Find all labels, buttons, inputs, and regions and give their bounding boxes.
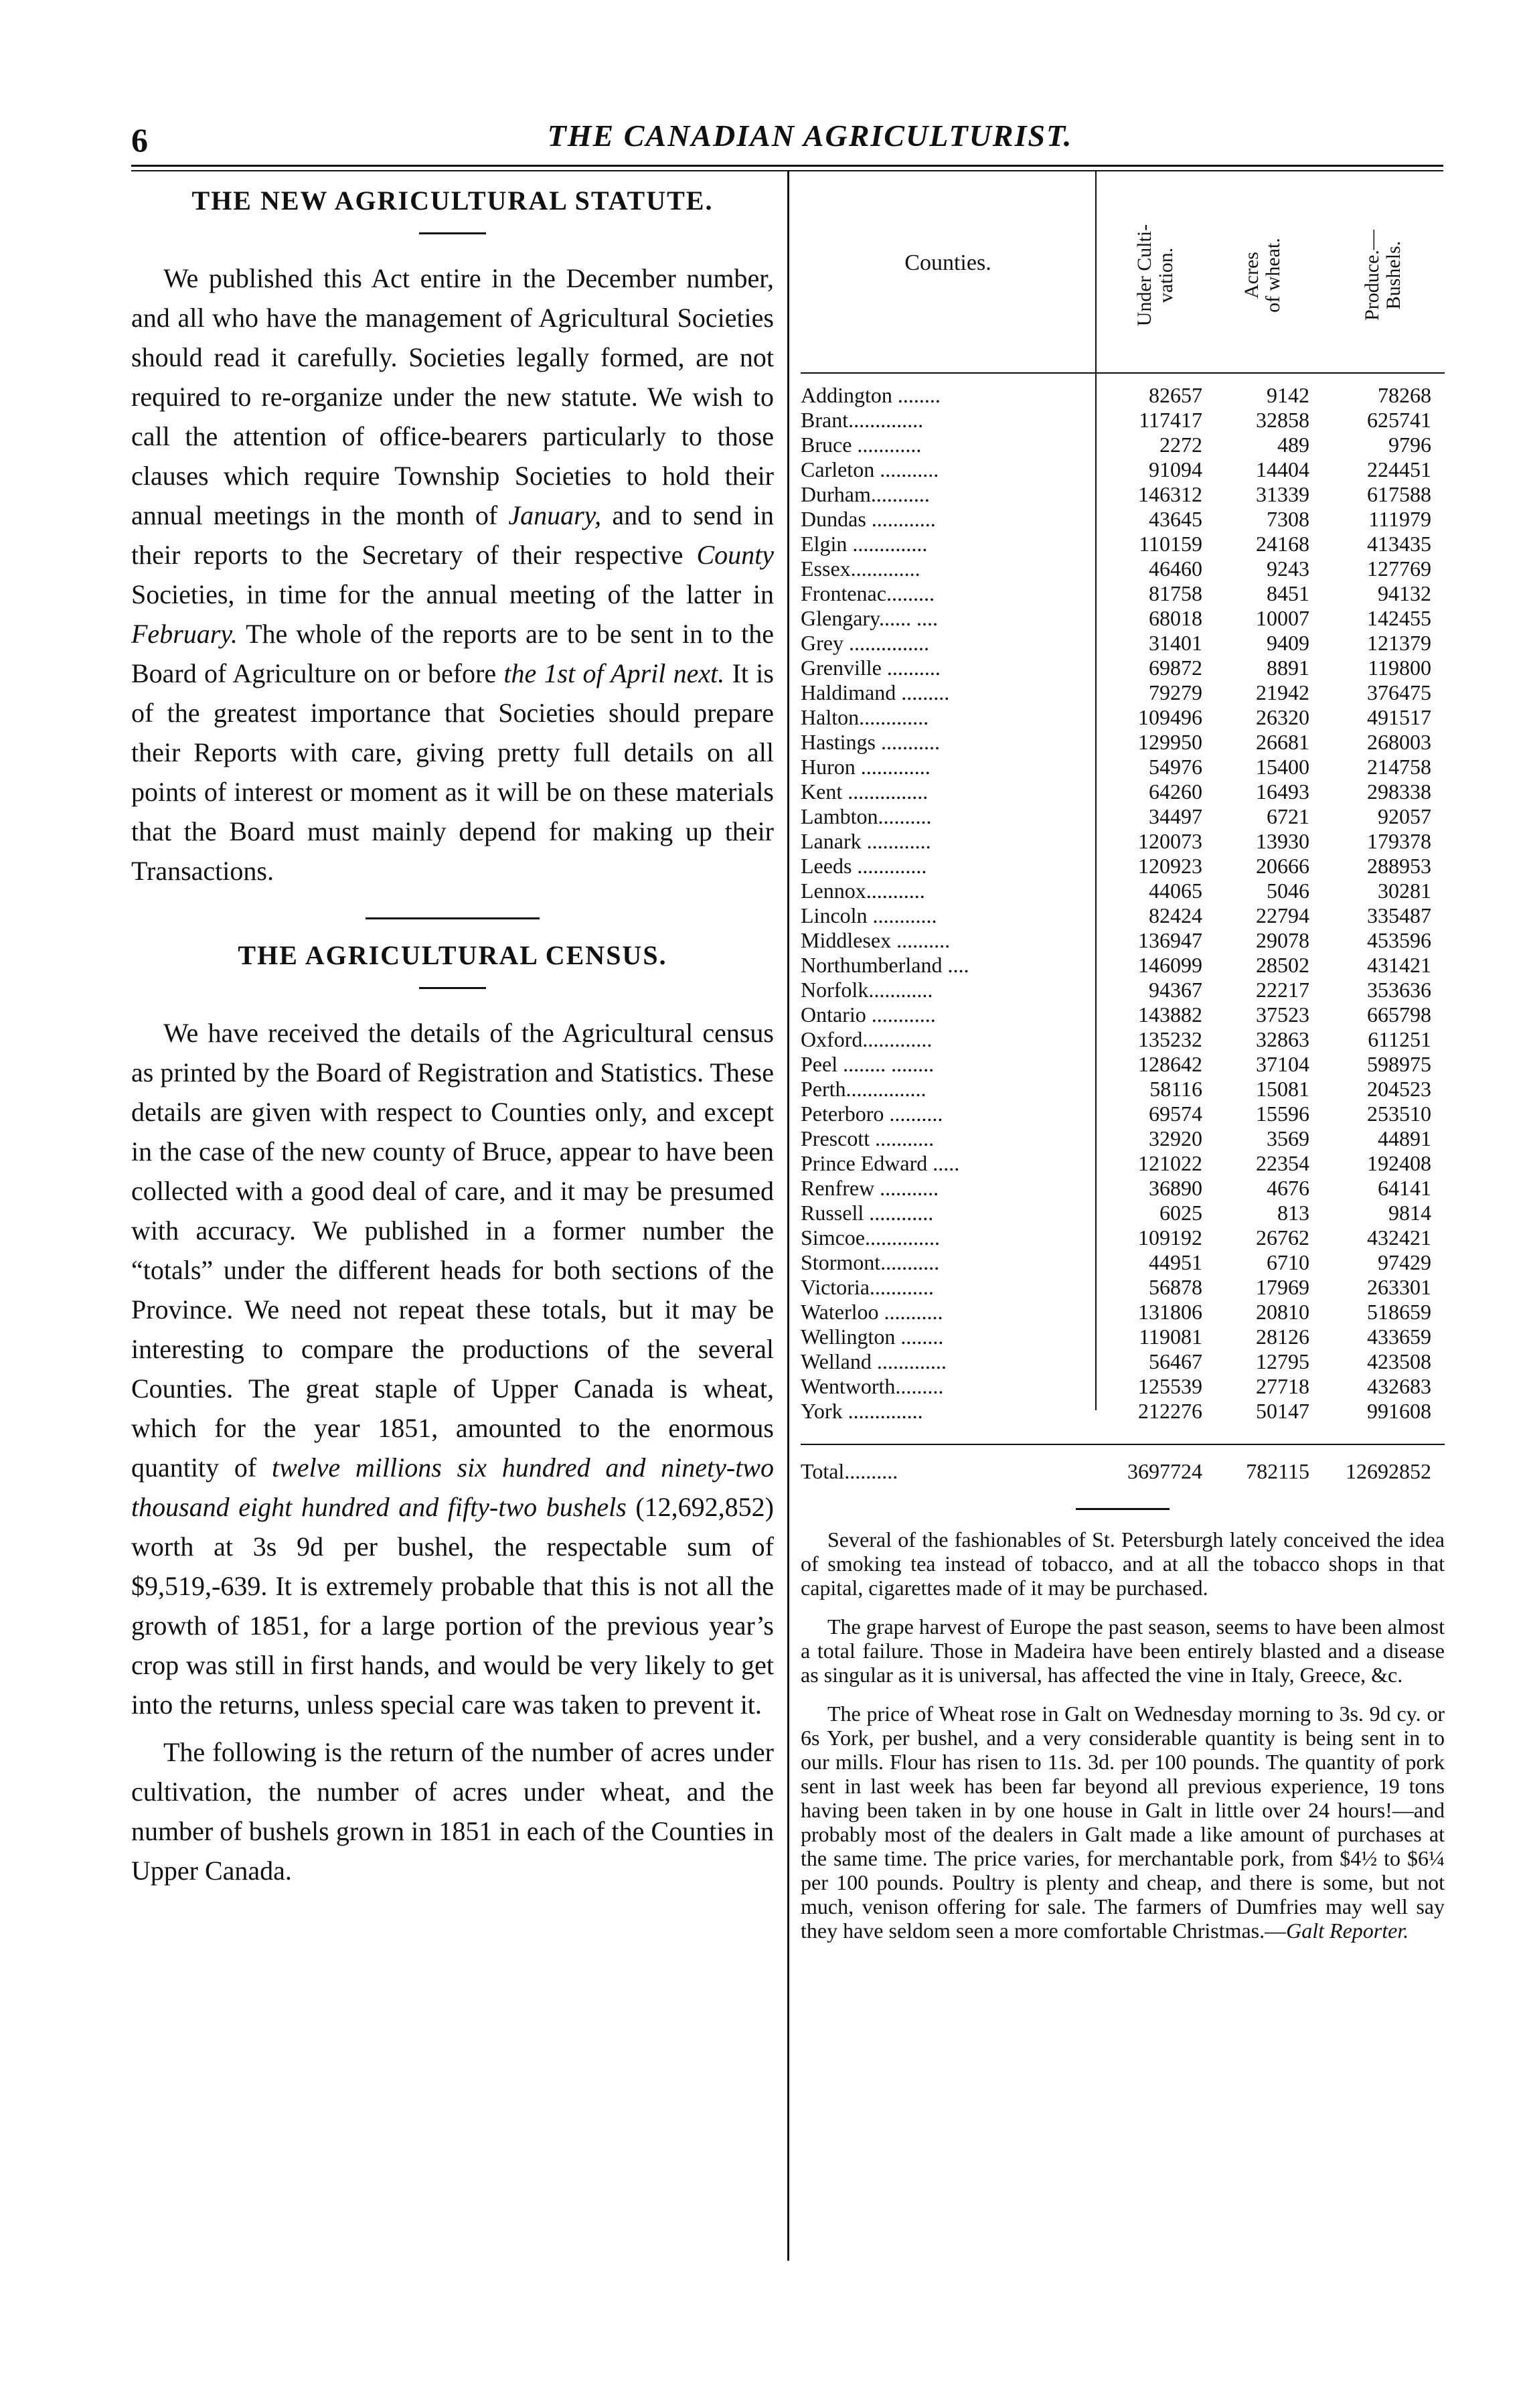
- note-wheat-price: [801, 1702, 1445, 1943]
- table-row: [801, 854, 1445, 879]
- total-wheat: 782115: [1246, 1458, 1309, 1483]
- produce-value: 224451: [1367, 457, 1431, 481]
- produce-value: 263301: [1367, 1275, 1431, 1299]
- cultivation-value: 110159: [1139, 532, 1202, 556]
- table-row: [801, 1077, 1445, 1102]
- cultivation-value: 125539: [1138, 1374, 1202, 1398]
- table-row: [801, 978, 1445, 1002]
- wheat-value: 4676: [1267, 1176, 1309, 1200]
- table-row: [801, 1250, 1445, 1275]
- produce-value: 127769: [1367, 556, 1431, 581]
- produce-value: 625741: [1367, 408, 1431, 432]
- cultivation-value: 135232: [1138, 1027, 1202, 1051]
- cultivation-value: 129950: [1138, 730, 1202, 754]
- wheat-value: 5046: [1267, 879, 1309, 903]
- cultivation-value: 2272: [1159, 433, 1202, 457]
- wheat-value: 10007: [1256, 606, 1309, 630]
- wheat-value: 27718: [1256, 1374, 1309, 1398]
- wheat-value: 26320: [1256, 705, 1309, 729]
- table-row: [801, 705, 1445, 730]
- county-name: Haldimand .........: [801, 680, 950, 704]
- table-header: [801, 171, 1445, 374]
- header-rule: [131, 165, 1443, 167]
- produce-value: 9814: [1388, 1201, 1431, 1225]
- county-name: Brant..............: [801, 408, 924, 432]
- county-name: Welland .............: [801, 1349, 947, 1373]
- census-text-bushels: twelve millions six hundred and ninety-two thousand eight hundred and fifty-two bushels: [131, 1452, 774, 1522]
- col-header-wheat: [1229, 185, 1296, 366]
- total-label: Total..........: [801, 1458, 898, 1483]
- produce-value: 30281: [1378, 879, 1431, 903]
- wheat-value: 26762: [1256, 1225, 1309, 1250]
- county-name: Elgin ..............: [801, 532, 928, 556]
- wheat-value: 15081: [1256, 1077, 1309, 1101]
- produce-value: 111979: [1368, 507, 1431, 531]
- produce-value: 92057: [1378, 804, 1431, 828]
- total-cultivation: 3697724: [1127, 1458, 1202, 1483]
- note-petersburgh: Several of the fashionables of St. Petersburgh lately conceived the idea of smoking tea instead of tobacco, and at all the tobacco shops in that capital, cigarettes made of it may be purchased.: [801, 1527, 1445, 1600]
- county-name: Norfolk............: [801, 978, 933, 1002]
- produce-value: 491517: [1367, 705, 1431, 729]
- produce-value: 268003: [1367, 730, 1431, 754]
- wheat-value: 50147: [1256, 1399, 1309, 1423]
- cultivation-value: 44951: [1149, 1250, 1202, 1274]
- census-title-rule: [419, 987, 486, 989]
- wheat-value: 22217: [1256, 978, 1309, 1002]
- cultivation-value: 82657: [1149, 383, 1202, 407]
- column-divider: [787, 171, 789, 2261]
- county-name: Renfrew ...........: [801, 1176, 939, 1200]
- table-row: [801, 1176, 1445, 1201]
- produce-value: 119800: [1368, 656, 1431, 680]
- cultivation-value: 109496: [1138, 705, 1202, 729]
- wheat-value: 6710: [1267, 1250, 1309, 1274]
- cultivation-value: 68018: [1149, 606, 1202, 630]
- total-produce: 12692852: [1346, 1458, 1431, 1483]
- statute-text-5: It is of the greatest importance that Societies should prepare their Reports with care, giving pretty full details on all points of interest or moment as it will be on these materials that the Board must mainly depend for making up their Transactions.: [131, 658, 774, 886]
- wheat-value: 37104: [1256, 1052, 1309, 1076]
- wheat-value: 489: [1277, 433, 1309, 457]
- produce-value: 214758: [1367, 755, 1431, 779]
- statute-text-february: February.: [131, 619, 238, 649]
- wheat-value: 16493: [1256, 779, 1309, 804]
- cultivation-value: 44065: [1149, 879, 1202, 903]
- col-header-produce: [1350, 185, 1417, 366]
- produce-value: 991608: [1367, 1399, 1431, 1423]
- table-row: [801, 1374, 1445, 1399]
- table-row: [801, 755, 1445, 779]
- census-text-1: We have received the details of the Agricultural census as printed by the Board of Registration and Statistics. These details are given with respect to Counties only, and except in the case of the new county of Bruce, appear to have been collected with a good deal of care, and it may be presumed with accuracy. We published in a former number the “totals” under the different heads for both sections of the Province. We need not repeat these totals, but it may be interesting to compare the productions of the several Counties. The great staple of Upper Canada is wheat, which for the year 1851, amounted to the enormous quantity of: [131, 1018, 774, 1483]
- county-name: Russell ............: [801, 1201, 934, 1225]
- page-number: 6: [131, 121, 148, 159]
- table-row: [801, 1151, 1445, 1176]
- produce-value: 432683: [1367, 1374, 1431, 1398]
- wheat-value: 20810: [1256, 1300, 1309, 1324]
- cultivation-value: 81758: [1149, 581, 1202, 605]
- county-name: Carleton ...........: [801, 457, 939, 481]
- statute-text-date: the 1st of April next.: [503, 658, 725, 688]
- produce-value: 204523: [1367, 1077, 1431, 1101]
- table-row: [801, 433, 1445, 457]
- cultivation-value: 117417: [1139, 408, 1202, 432]
- table-row: [801, 581, 1445, 606]
- statute-title: THE NEW AGRICULTURAL STATUTE.: [191, 185, 714, 216]
- table-row: [801, 457, 1445, 482]
- county-name: Wellington ........: [801, 1325, 944, 1349]
- produce-value: 423508: [1367, 1349, 1431, 1373]
- produce-value: 121379: [1367, 631, 1431, 655]
- produce-value: 78268: [1378, 383, 1431, 407]
- note-source: Galt Reporter.: [1286, 1918, 1409, 1943]
- section-rule: [366, 917, 540, 919]
- running-head: THE CANADIAN AGRICULTURIST.: [547, 119, 1073, 153]
- wheat-value: 32858: [1256, 408, 1309, 432]
- produce-value: 432421: [1367, 1225, 1431, 1250]
- col-header-cultivation-text: Under Culti- vation.: [1133, 224, 1178, 327]
- cultivation-value: 34497: [1149, 804, 1202, 828]
- county-name: Hastings ...........: [801, 730, 940, 754]
- wheat-value: 8451: [1267, 581, 1309, 605]
- statute-text-3: Societies, in time for the annual meeting of the latter in: [131, 579, 774, 609]
- cultivation-value: 32920: [1149, 1126, 1202, 1150]
- cultivation-value: 58116: [1149, 1077, 1202, 1101]
- cultivation-value: 43645: [1149, 507, 1202, 531]
- produce-value: 9796: [1388, 433, 1431, 457]
- county-name: Grey ...............: [801, 631, 929, 655]
- wheat-value: 37523: [1256, 1002, 1309, 1027]
- county-name: Lanark ............: [801, 829, 931, 853]
- county-name: Frontenac.........: [801, 581, 935, 605]
- county-name: Kent ...............: [801, 779, 929, 804]
- cultivation-value: 56878: [1149, 1275, 1202, 1299]
- notes-rule: [1076, 1508, 1170, 1510]
- col-header-counties: Counties.: [904, 250, 991, 275]
- wheat-value: 8891: [1267, 656, 1309, 680]
- cultivation-value: 94367: [1149, 978, 1202, 1002]
- wheat-value: 22354: [1256, 1151, 1309, 1175]
- produce-value: 288953: [1367, 854, 1431, 878]
- table-row: [801, 879, 1445, 903]
- note-grape-harvest: The grape harvest of Europe the past season, seems to have been almost a total failure. Those in Madeira have been entirely blasted and a disease as singular as it is universal, has affected the vine in Italy, Greece, &c.: [801, 1614, 1445, 1687]
- table-row: [801, 1225, 1445, 1250]
- table-row: [801, 1275, 1445, 1300]
- county-name: Halton.............: [801, 705, 929, 729]
- census-table-rows: [801, 374, 1445, 1424]
- table-row: [801, 730, 1445, 755]
- table-row: [801, 631, 1445, 656]
- wheat-value: 7308: [1267, 507, 1309, 531]
- table-row: [801, 532, 1445, 556]
- produce-value: 179378: [1367, 829, 1431, 853]
- cultivation-value: 212276: [1138, 1399, 1202, 1423]
- wheat-value: 24168: [1256, 532, 1309, 556]
- table-row: [801, 1325, 1445, 1349]
- statute-text-january: January,: [508, 500, 602, 530]
- wheat-value: 28502: [1256, 953, 1309, 977]
- table-row: [801, 1002, 1445, 1027]
- produce-value: 192408: [1367, 1151, 1431, 1175]
- produce-value: 44891: [1378, 1126, 1431, 1150]
- statute-text-2: and to send in their reports to the Secretary of their respective: [131, 500, 774, 570]
- wheat-value: 813: [1277, 1201, 1309, 1225]
- produce-value: 413435: [1367, 532, 1431, 556]
- wheat-value: 12795: [1256, 1349, 1309, 1373]
- produce-value: 431421: [1367, 953, 1431, 977]
- census-text-2: (12,692,852) worth at 3s 9d per bushel, the respectable sum of $9,519,-639. It is extremely probable that this is not all the growth of 1851, for a large portion of the previous year’s crop was still in first hands, and would be very likely to get into the returns, unless special care was taken to prevent it.: [131, 1492, 774, 1720]
- census-paragraph-2: The following is the return of the number of acres under cultivation, the number of acres under wheat, and the number of bushels grown in 1851 in each of the Counties in Upper Canada.: [131, 1737, 774, 1886]
- county-name: Essex.............: [801, 556, 920, 581]
- produce-value: 94132: [1378, 581, 1431, 605]
- wheat-value: 28126: [1256, 1325, 1309, 1349]
- cultivation-value: 121022: [1138, 1151, 1202, 1175]
- cultivation-value: 131806: [1138, 1300, 1202, 1324]
- county-name: York ..............: [801, 1399, 923, 1423]
- county-name: Dundas ............: [801, 507, 936, 531]
- county-name: Lincoln ............: [801, 903, 937, 927]
- produce-value: 617588: [1367, 482, 1431, 506]
- cultivation-value: 136947: [1138, 928, 1202, 952]
- county-name: Addington ........: [801, 383, 941, 407]
- wheat-value: 22794: [1256, 903, 1309, 927]
- table-row: [801, 1126, 1445, 1151]
- wheat-value: 32863: [1256, 1027, 1309, 1051]
- produce-value: 611251: [1368, 1027, 1431, 1051]
- wheat-value: 9142: [1267, 383, 1309, 407]
- county-name: Durham...........: [801, 482, 930, 506]
- wheat-value: 3569: [1267, 1126, 1309, 1150]
- county-name: Leeds .............: [801, 854, 927, 878]
- produce-value: 335487: [1367, 903, 1431, 927]
- table-row: [801, 656, 1445, 680]
- cultivation-value: 56467: [1149, 1349, 1202, 1373]
- table-row: [801, 680, 1445, 705]
- wheat-value: 21942: [1256, 680, 1309, 704]
- table-total-row: [801, 1444, 1445, 1488]
- statute-text-1: We published this Act entire in the December number, and all who have the management of Agricultural Societies should read it carefully. Societies legally formed, are not required to re-organize under the new statute. We wish to call the attention of office-bearers particularly to those clauses which require Township Societies to hold their annual meetings in the month of: [131, 263, 774, 530]
- produce-value: 64141: [1378, 1176, 1431, 1200]
- table-row: [801, 928, 1445, 953]
- title-rule: [419, 232, 486, 234]
- cultivation-value: 91094: [1149, 457, 1202, 481]
- wheat-value: 15596: [1256, 1102, 1309, 1126]
- table-row: [801, 556, 1445, 581]
- wheat-value: 13930: [1256, 829, 1309, 853]
- table-row: [801, 1052, 1445, 1077]
- produce-value: 298338: [1367, 779, 1431, 804]
- wheat-value: 17969: [1256, 1275, 1309, 1299]
- table-row: [801, 507, 1445, 532]
- cultivation-value: 120923: [1138, 854, 1202, 878]
- table-row: [801, 1201, 1445, 1225]
- wheat-value: 31339: [1256, 482, 1309, 506]
- county-name: Northumberland ....: [801, 953, 969, 977]
- wheat-value: 6721: [1267, 804, 1309, 828]
- table-row: [801, 779, 1445, 804]
- county-name: Lambton..........: [801, 804, 932, 828]
- county-name: Oxford.............: [801, 1027, 933, 1051]
- wheat-value: 14404: [1256, 457, 1309, 481]
- table-row: [801, 903, 1445, 928]
- produce-value: 453596: [1367, 928, 1431, 952]
- produce-value: 353636: [1367, 978, 1431, 1002]
- table-row: [801, 804, 1445, 829]
- wheat-value: 20666: [1256, 854, 1309, 878]
- cultivation-value: 69872: [1149, 656, 1202, 680]
- census-paragraph-1: [131, 1013, 774, 1724]
- table-row: [801, 1300, 1445, 1325]
- table-row: [801, 606, 1445, 631]
- cultivation-value: 146312: [1138, 482, 1202, 506]
- table-row: [801, 482, 1445, 507]
- produce-value: 142455: [1367, 606, 1431, 630]
- table-row: [801, 1027, 1445, 1052]
- cultivation-value: 36890: [1149, 1176, 1202, 1200]
- cultivation-value: 64260: [1149, 779, 1202, 804]
- table-row: [801, 1102, 1445, 1126]
- county-name: Prince Edward .....: [801, 1151, 960, 1175]
- county-name: Victoria............: [801, 1275, 934, 1299]
- census-title: THE AGRICULTURAL CENSUS.: [238, 940, 667, 970]
- produce-value: 598975: [1367, 1052, 1431, 1076]
- cultivation-value: 146099: [1138, 953, 1202, 977]
- county-name: Huron .............: [801, 755, 931, 779]
- statute-text-4: The whole of the reports are to be sent in to the Board of Agriculture on or before: [131, 619, 774, 688]
- statute-text-county: County: [696, 540, 774, 570]
- left-column: [131, 185, 774, 1890]
- cultivation-value: 31401: [1149, 631, 1202, 655]
- right-column: [801, 171, 1445, 1957]
- cultivation-value: 6025: [1159, 1201, 1202, 1225]
- col-header-wheat-text: Acres of wheat.: [1240, 238, 1284, 313]
- wheat-value: 29078: [1256, 928, 1309, 952]
- county-name: Lennox...........: [801, 879, 925, 903]
- wheat-value: 9243: [1267, 556, 1309, 581]
- col-header-cultivation: [1122, 185, 1189, 366]
- cultivation-value: 54976: [1149, 755, 1202, 779]
- table-row: [801, 408, 1445, 433]
- county-name: Glengary...... ....: [801, 606, 938, 630]
- cultivation-value: 119081: [1139, 1325, 1202, 1349]
- statute-paragraph: [131, 258, 774, 891]
- county-name: Simcoe..............: [801, 1225, 940, 1250]
- note-wheat-price-text: The price of Wheat rose in Galt on Wednesday morning to 3s. 9d cy. or 6s York, per bushel, and a very considerable quantity is being sent in to our mills. Flour has risen to 11s. 3d. per 100 pounds. The quantity of pork sent in last week has been far beyond all previous experience, 19 tons having been taken in by one house in Galt in little over 24 hours!—and probably most of the dealers in Galt made a like amount of purchases at the same time. The price varies, for merchantable pork, from $4½ to $6¼ per 100 pounds. Poultry is plenty and cheap, and there is some, but not much, venison offering for sale. The farmers of Dumfries may well say they have seldom seen a more comfortable Christmas.—: [801, 1702, 1445, 1943]
- produce-value: 97429: [1378, 1250, 1431, 1274]
- wheat-value: 9409: [1267, 631, 1309, 655]
- produce-value: 665798: [1367, 1002, 1431, 1027]
- cultivation-value: 128642: [1138, 1052, 1202, 1076]
- county-name: Peterboro ..........: [801, 1102, 943, 1126]
- county-name: Peel ........ ........: [801, 1052, 935, 1076]
- county-name: Wentworth.........: [801, 1374, 944, 1398]
- wheat-value: 26681: [1256, 730, 1309, 754]
- county-name: Grenville ..........: [801, 656, 941, 680]
- produce-value: 433659: [1367, 1325, 1431, 1349]
- produce-value: 518659: [1367, 1300, 1431, 1324]
- col-header-produce-text: Produce.— Bushels.: [1361, 230, 1404, 321]
- wheat-value: 15400: [1256, 755, 1309, 779]
- county-name: Waterloo ...........: [801, 1300, 943, 1324]
- county-name: Perth...............: [801, 1077, 927, 1101]
- cultivation-value: 120073: [1138, 829, 1202, 853]
- cultivation-value: 109192: [1138, 1225, 1202, 1250]
- produce-value: 376475: [1367, 680, 1431, 704]
- cultivation-value: 69574: [1149, 1102, 1202, 1126]
- table-row: [801, 383, 1445, 408]
- table-row: [801, 1399, 1445, 1424]
- table-row: [801, 953, 1445, 978]
- produce-value: 253510: [1367, 1102, 1431, 1126]
- county-name: Stormont...........: [801, 1250, 940, 1274]
- cultivation-value: 46460: [1149, 556, 1202, 581]
- table-row: [801, 829, 1445, 854]
- table-row: [801, 1349, 1445, 1374]
- county-name: Ontario ............: [801, 1002, 936, 1027]
- county-name: Prescott ...........: [801, 1126, 935, 1150]
- cultivation-value: 143882: [1138, 1002, 1202, 1027]
- cultivation-value: 82424: [1149, 903, 1202, 927]
- county-name: Bruce ............: [801, 433, 922, 457]
- cultivation-value: 79279: [1149, 680, 1202, 704]
- county-name: Middlesex ..........: [801, 928, 951, 952]
